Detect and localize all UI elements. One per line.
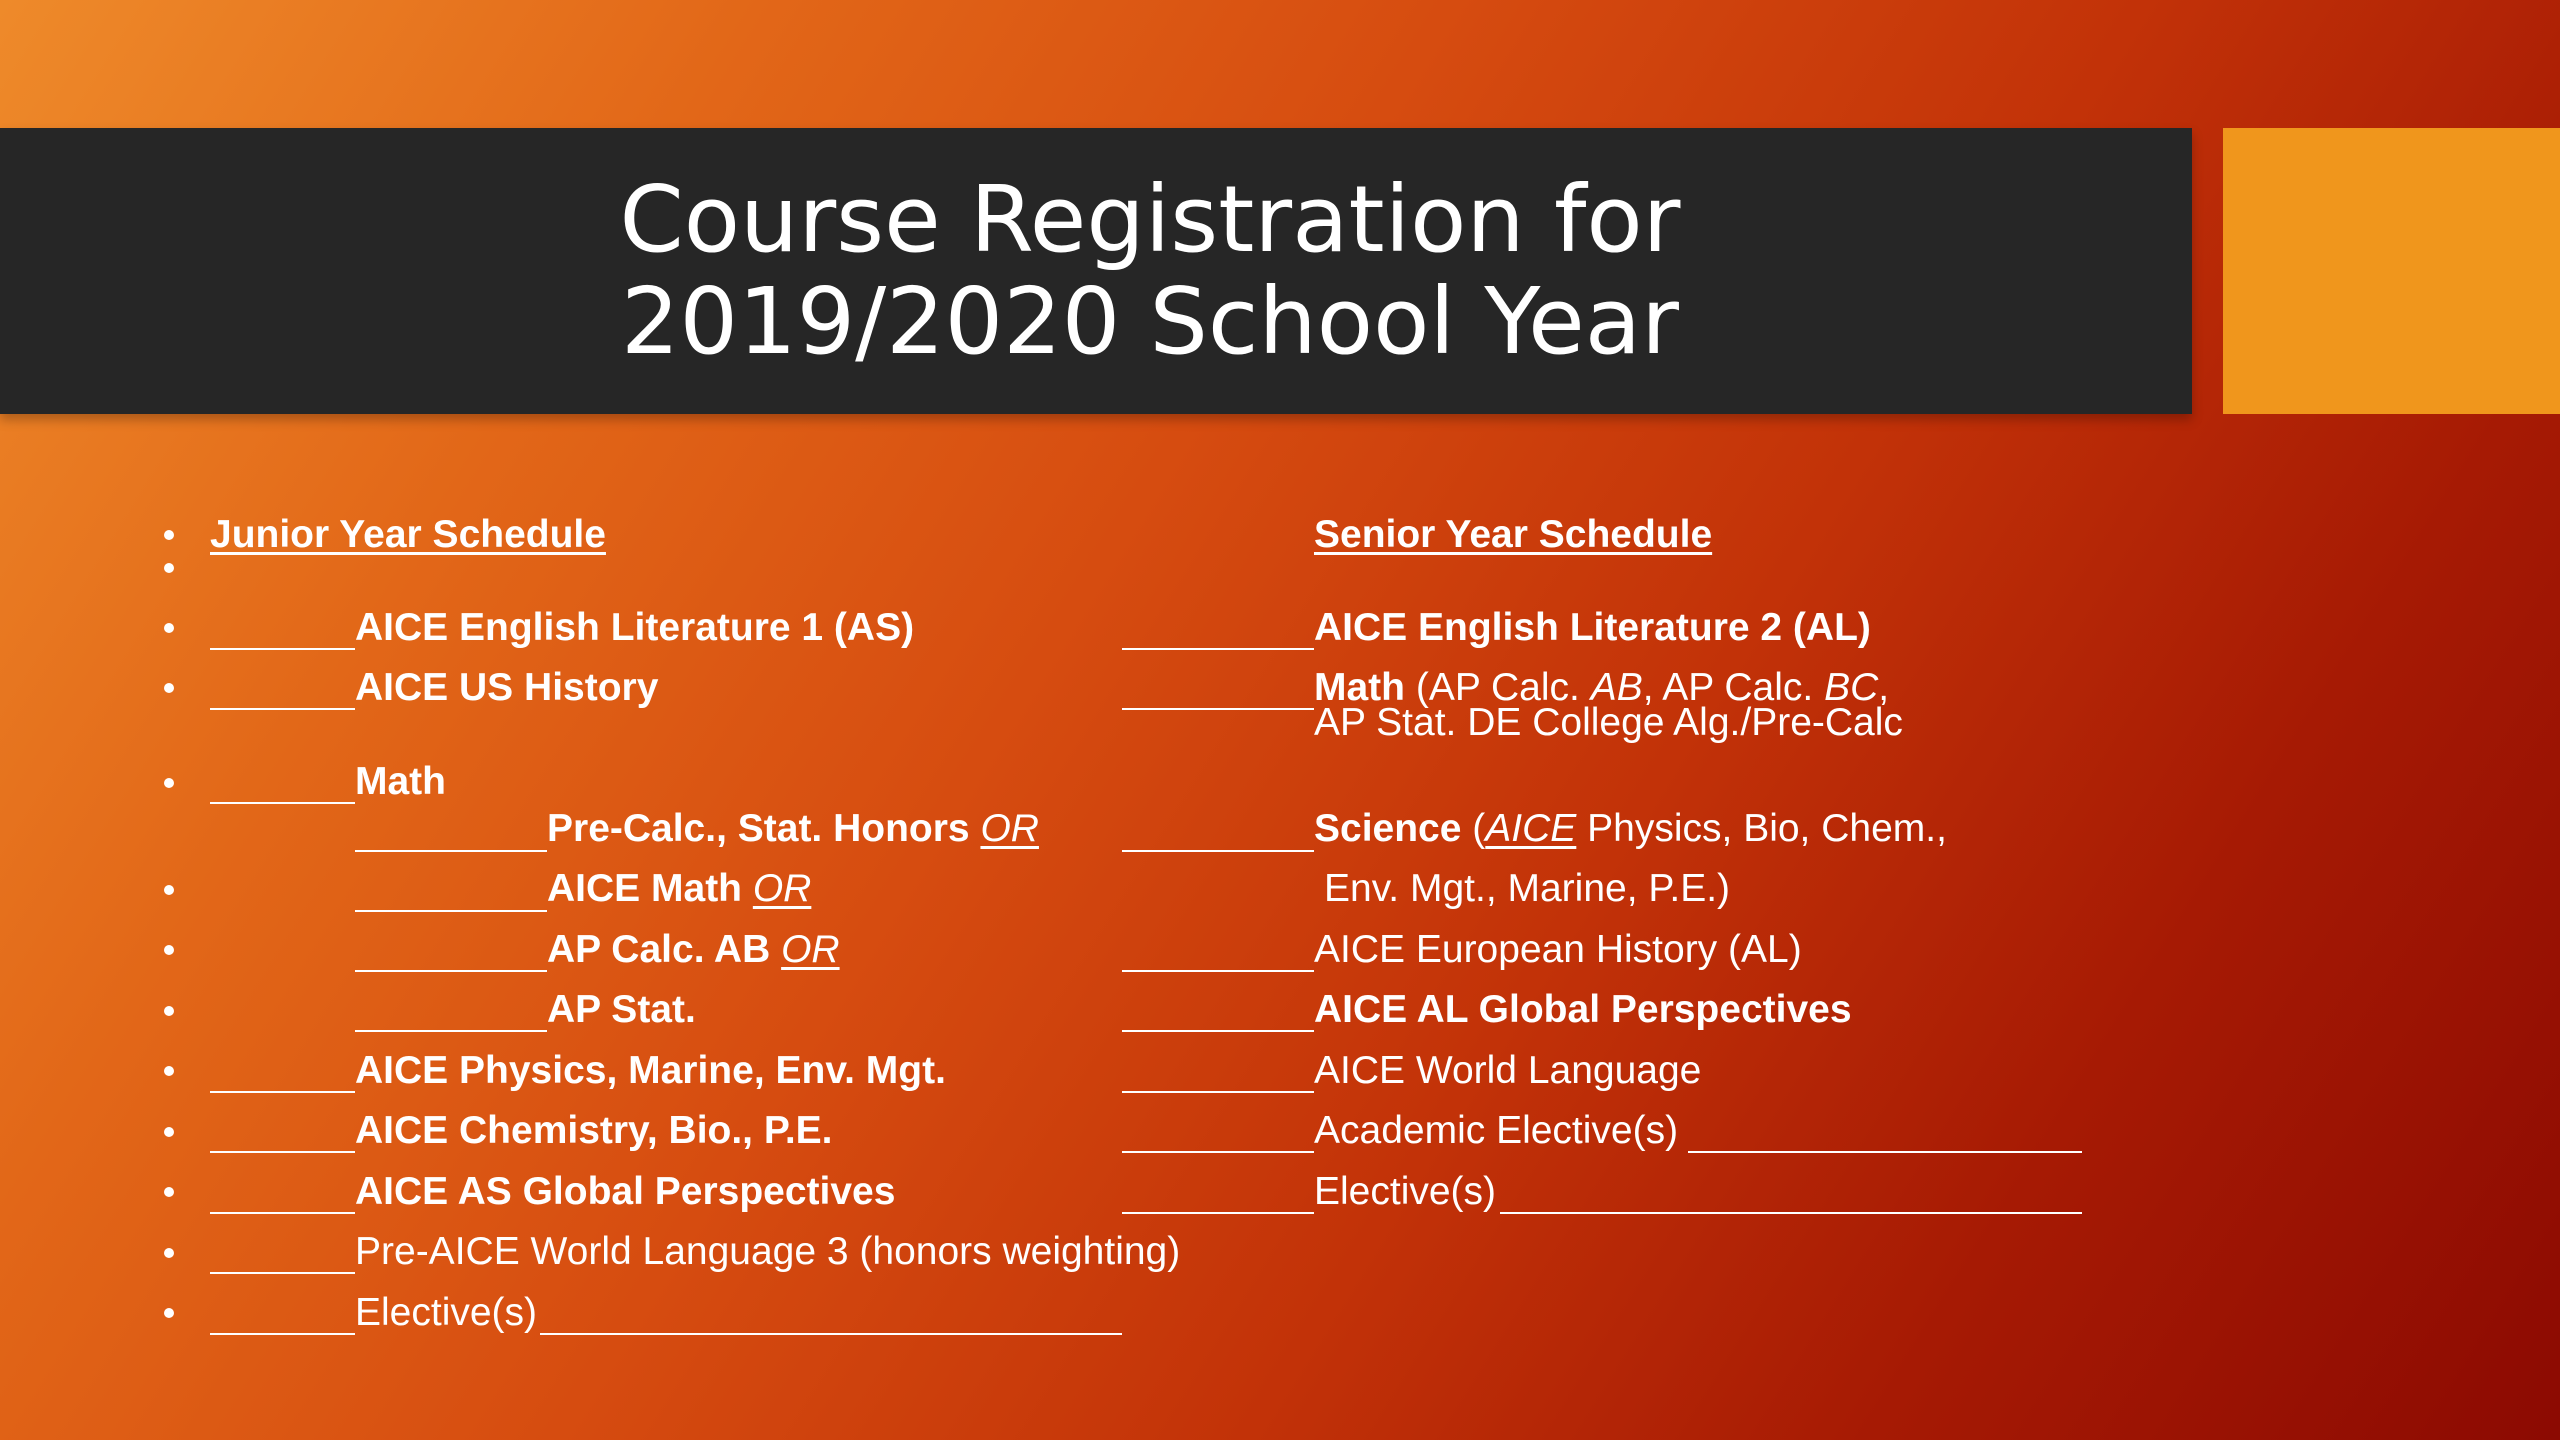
bullet — [164, 778, 174, 788]
bullet — [164, 1248, 174, 1258]
fill-blank — [355, 850, 547, 852]
bullet — [164, 1006, 174, 1016]
bullet — [164, 623, 174, 633]
fill-blank — [1122, 970, 1314, 972]
junior-world-language: Pre-AICE World Language 3 (honors weighting) — [355, 1230, 1181, 1273]
fill-blank — [540, 1333, 1122, 1335]
junior-math-apstat: AP Stat. — [547, 988, 696, 1031]
science-label: Science — [1314, 807, 1462, 850]
title-line-2: 2019/2020 School Year — [621, 268, 1679, 375]
bullet — [164, 1308, 174, 1318]
science-text: ( — [1472, 807, 1486, 850]
slide-title — [0, 128, 2300, 414]
accent-box — [2223, 128, 2560, 414]
junior-chemistry: AICE Chemistry, Bio., P.E. — [355, 1109, 833, 1152]
math-text: AB — [1590, 666, 1643, 709]
bullet — [164, 885, 174, 895]
junior-heading: Junior Year Schedule — [210, 513, 606, 556]
fill-blank — [1122, 1212, 1314, 1214]
senior-science — [1314, 806, 1947, 852]
senior-global: AICE AL Global Perspectives — [1314, 988, 1852, 1031]
fill-blank — [1122, 1030, 1314, 1032]
junior-elective: Elective(s) — [355, 1291, 538, 1334]
senior-elective: Elective(s) — [1314, 1170, 1497, 1213]
senior-european-history: AICE European History (AL) — [1314, 928, 1802, 971]
bullet — [164, 563, 174, 573]
math-text: , — [1878, 666, 1890, 709]
fill-blank — [355, 1030, 547, 1032]
fill-blank — [210, 1151, 355, 1153]
junior-global: AICE AS Global Perspectives — [355, 1170, 896, 1213]
fill-blank — [210, 802, 355, 804]
bullet — [164, 530, 174, 540]
fill-blank — [210, 1212, 355, 1214]
fill-blank — [1122, 708, 1314, 710]
junior-math-apcalc — [547, 927, 840, 973]
math-option-label: AP Calc. AB — [547, 928, 771, 971]
science-text: AICE — [1485, 807, 1577, 850]
math-text: , AP Calc. — [1642, 666, 1814, 709]
fill-blank — [1122, 1091, 1314, 1093]
fill-blank — [1122, 850, 1314, 852]
fill-blank — [210, 708, 355, 710]
junior-history: AICE US History — [355, 666, 659, 709]
bullet — [164, 945, 174, 955]
senior-heading: Senior Year Schedule — [1314, 513, 1713, 556]
fill-blank — [1122, 648, 1314, 650]
science-text: Physics, Bio, Chem., — [1587, 807, 1947, 850]
fill-blank — [1500, 1212, 2082, 1214]
senior-science-line2: Env. Mgt., Marine, P.E.) — [1324, 867, 1731, 910]
fill-blank — [1688, 1151, 2082, 1153]
fill-blank — [355, 970, 547, 972]
or-label: OR — [752, 867, 812, 910]
fill-blank — [210, 1091, 355, 1093]
senior-academic-elective: Academic Elective(s) — [1314, 1109, 1679, 1152]
math-option-label: Pre-Calc., Stat. Honors — [547, 807, 970, 850]
math-option-label: AICE Math — [547, 867, 742, 910]
junior-math-aice — [547, 866, 811, 912]
fill-blank — [355, 910, 547, 912]
fill-blank — [1122, 1151, 1314, 1153]
fill-blank — [210, 648, 355, 650]
or-label: OR — [781, 928, 840, 971]
junior-math-precalc — [547, 806, 1039, 852]
math-text: BC — [1824, 666, 1879, 709]
math-label: Math — [1314, 666, 1405, 709]
senior-english: AICE English Literature 2 (AL) — [1314, 606, 1871, 649]
senior-math-line2: AP Stat. DE College Alg./Pre-Calc — [1314, 701, 1903, 744]
junior-math: Math — [355, 760, 446, 803]
fill-blank — [210, 1333, 355, 1335]
junior-physics: AICE Physics, Marine, Env. Mgt. — [355, 1049, 946, 1092]
bullet — [164, 1187, 174, 1197]
math-text: (AP Calc. — [1415, 666, 1580, 709]
or-label: OR — [980, 807, 1039, 850]
title-line-1: Course Registration for — [619, 166, 1681, 273]
bullet — [164, 683, 174, 693]
senior-world-language: AICE World Language — [1314, 1049, 1702, 1092]
bullet — [164, 1066, 174, 1076]
bullet — [164, 1127, 174, 1137]
junior-english: AICE English Literature 1 (AS) — [355, 606, 915, 649]
title-band — [0, 128, 2192, 414]
fill-blank — [210, 1272, 355, 1274]
